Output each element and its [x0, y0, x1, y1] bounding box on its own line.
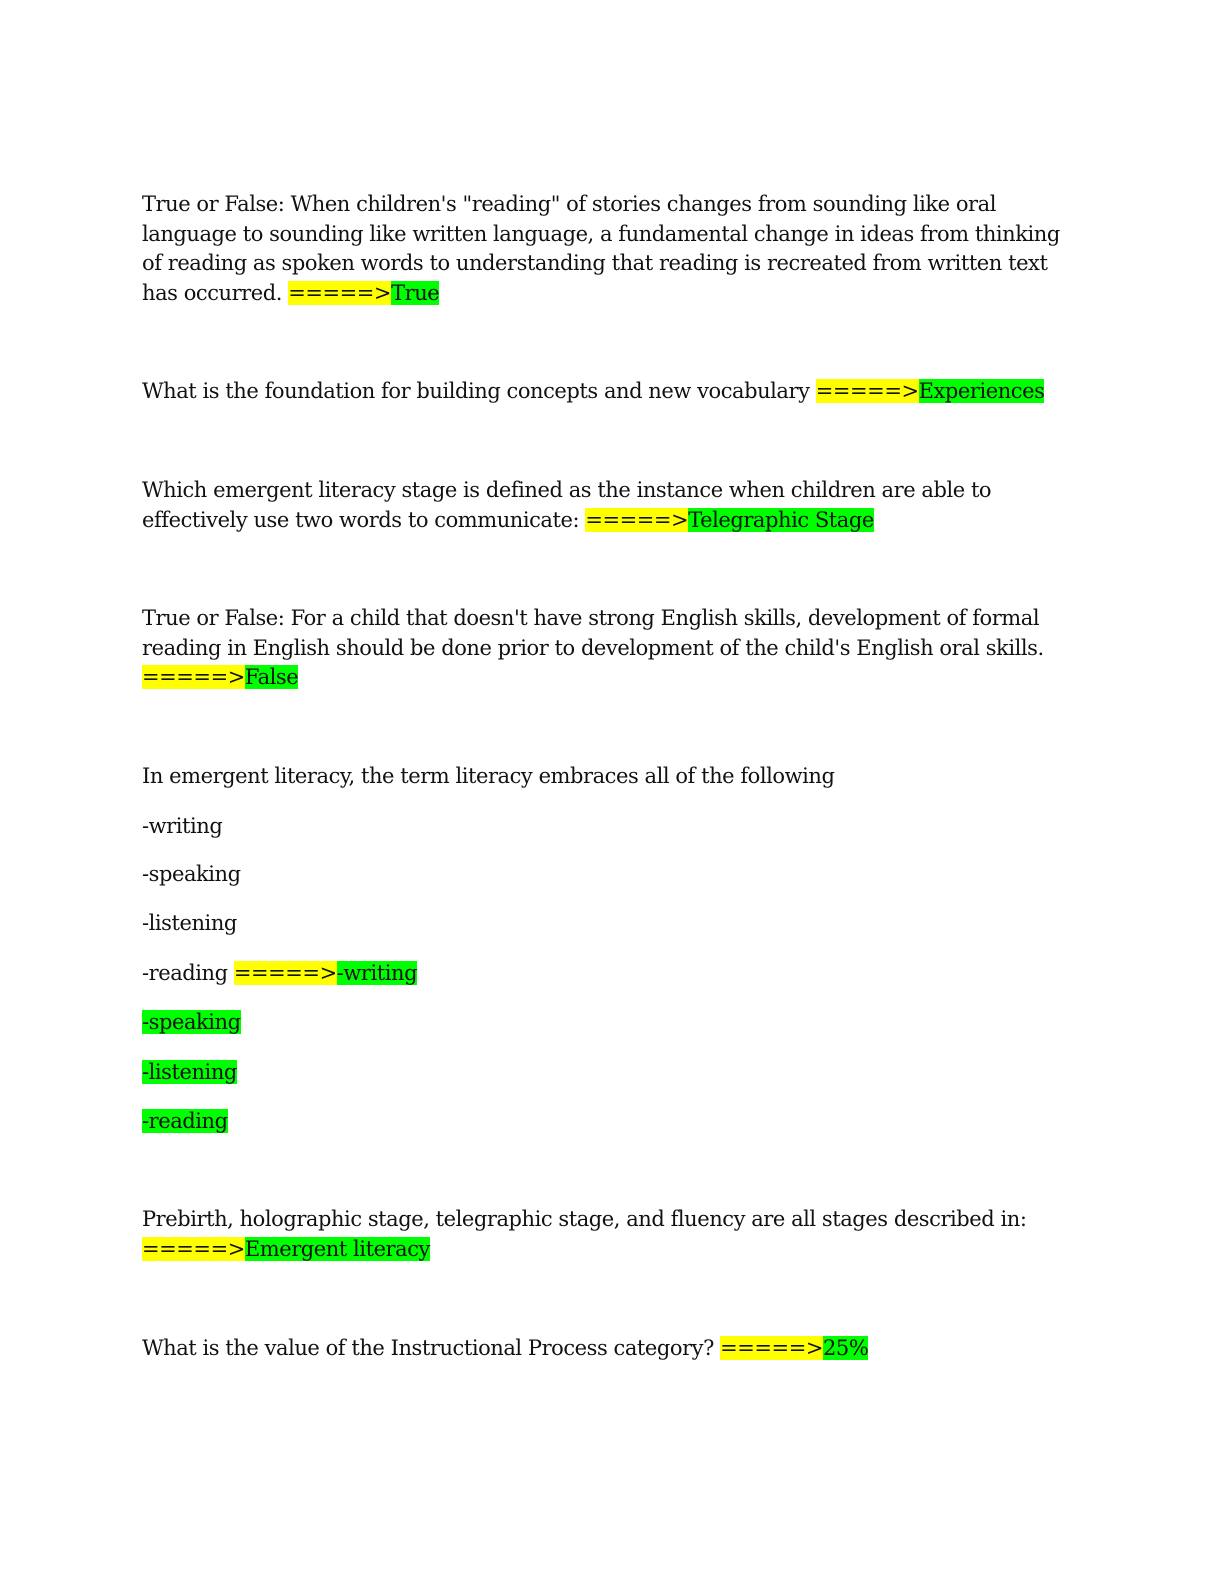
question-5-option-4: -reading — [142, 961, 228, 985]
question-1-answer: True — [391, 281, 440, 306]
question-5-option-1: -writing — [142, 814, 223, 838]
question-5-answer-3: -listening — [142, 1060, 237, 1084]
question-7 — [142, 1334, 1062, 1364]
question-3-text: Which emergent literacy stage is defined as the instance when children are able to effectively use two words to communicate: — [142, 478, 992, 532]
question-5-answer-line-3 — [142, 1058, 237, 1088]
question-6-answer: Emergent literacy — [244, 1236, 430, 1261]
question-6-text: Prebirth, holographic stage, telegraphic stage, and fluency are all stages described in: — [142, 1207, 1027, 1231]
question-2-text: What is the foundation for building concepts and new vocabulary — [142, 379, 810, 403]
answer-arrow: =====> — [142, 1236, 245, 1261]
question-2 — [142, 377, 1062, 407]
answer-arrow: =====> — [288, 281, 392, 306]
question-4 — [142, 604, 1062, 693]
question-5-answer-line-2 — [142, 1008, 241, 1038]
answer-arrow: =====> — [233, 961, 337, 985]
question-1 — [142, 190, 1062, 309]
question-7-answer: 25% — [823, 1336, 869, 1360]
question-5-option-4-line — [142, 959, 417, 989]
question-5-text: In emergent literacy, the term literacy embraces all of the following — [142, 764, 835, 788]
question-5-answer-2: -speaking — [142, 1010, 241, 1034]
question-5-option-2: -speaking — [142, 862, 241, 886]
question-5-option-3: -listening — [142, 911, 237, 935]
answer-arrow: =====> — [720, 1336, 823, 1360]
question-4-answer: False — [244, 665, 299, 690]
question-2-answer: Experiences — [918, 379, 1045, 403]
question-5-answer-line-4 — [142, 1107, 228, 1137]
question-3 — [142, 476, 1062, 535]
question-5-answer-4: -reading — [142, 1109, 228, 1133]
answer-arrow: =====> — [815, 379, 919, 403]
question-1-text: True or False: When children's "reading" of stories changes from sounding like oral language to sounding like written language, a fundamental change in ideas from thinking of reading as spoken words to understanding that reading is recreated from written text has occurred. — [142, 192, 1060, 306]
question-3-answer: Telegraphic Stage — [688, 507, 874, 532]
question-7-text: What is the value of the Instructional Process category? — [142, 1336, 714, 1360]
question-6 — [142, 1205, 1062, 1264]
question-5-answer-1: -writing — [336, 961, 418, 985]
answer-arrow: =====> — [142, 665, 245, 690]
question-4-text: True or False: For a child that doesn't have strong English skills, development of formal reading in English should be done prior to development of the child's English oral skills. — [142, 606, 1044, 660]
document-page — [142, 0, 1062, 1584]
answer-arrow: =====> — [585, 507, 689, 532]
